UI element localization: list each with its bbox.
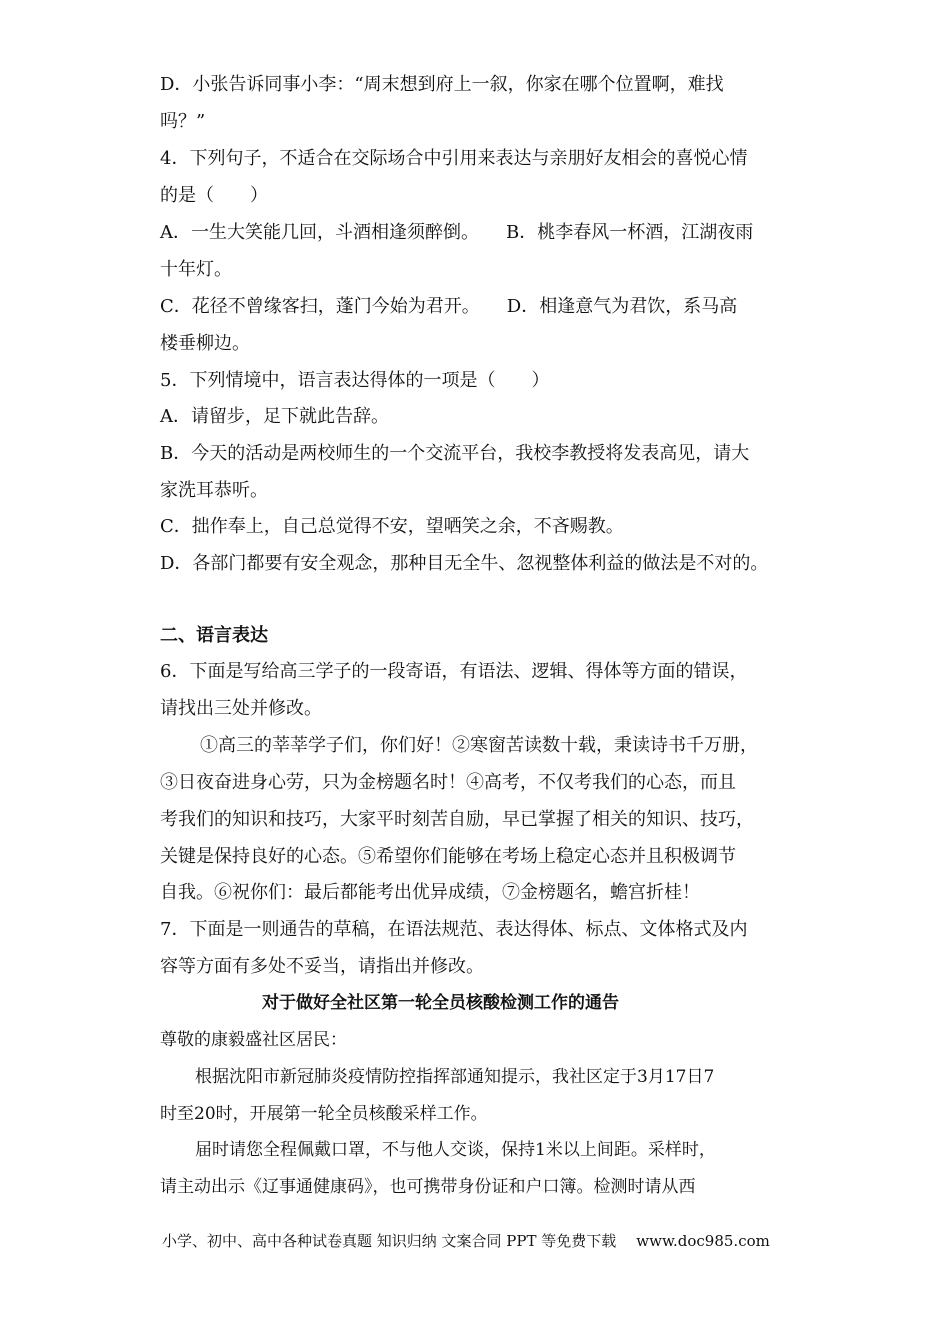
passage-line-3: 考我们的知识和技巧，大家平时刻苦自励，早已掌握了相关的知识、技巧，: [160, 809, 754, 830]
question-5: 5．下列情境中，语言表达得体的一项是（ ）: [160, 370, 550, 391]
options-4cd-line-2: 楼垂柳边。: [160, 333, 250, 354]
question-4-line-2: 的是（ ）: [160, 185, 268, 206]
options-4ab-line-1: A．一生大笑能几回，斗酒相逢须醉倒。 B．桃李春风一杯酒，江湖夜雨: [160, 222, 754, 243]
notice-body-line-3: 届时请您全程佩戴口罩，不与他人交谈，保持1米以上间距。采样时，: [195, 1140, 716, 1160]
question-4-line-1: 4．下列句子，不适合在交际场合中引用来表达与亲朋好友相会的喜悦心情: [160, 148, 748, 169]
option-5c: C．拙作奉上，自己总觉得不安，望哂笑之余，不吝赐教。: [160, 516, 624, 537]
notice-salutation: 尊敬的康毅盛社区居民：: [160, 1030, 347, 1050]
question-7-line-2: 容等方面有多处不妥当，请指出并修改。: [160, 956, 484, 977]
question-6-line-1: 6．下面是写给高三学子的一段寄语，有语法、逻辑、得体等方面的错误，: [160, 661, 748, 682]
footer-text: 小学、初中、高中各种试卷真题 知识归纳 文案合同 PPT 等免费下载: [162, 1232, 617, 1250]
option-5b-line-1: B．今天的活动是两校师生的一个交流平台，我校李教授将发表高见，请大: [160, 443, 750, 464]
option-5d: D．各部门都要有安全观念，那种目无全牛、忽视整体利益的做法是不对的。: [160, 553, 769, 574]
notice-body-line-1: 根据沈阳市新冠肺炎疫情防控指挥部通知提示，我社区定于3月17日7: [195, 1067, 715, 1087]
passage-line-2: ③日夜奋进身心劳，只为金榜题名时！④高考，不仅考我们的心态，而且: [160, 772, 736, 793]
passage-line-5: 自我。⑥祝你们：最后都能考出优异成绩，⑦金榜题名，蟾宫折桂！: [160, 882, 700, 903]
option-3d-line-1: D．小张告诉同事小李：“周末想到府上一叙，你家在哪个位置啊，难找: [160, 74, 724, 95]
section-heading: 二、语言表达: [160, 625, 268, 646]
options-4ab-line-2: 十年灯。: [160, 259, 232, 280]
option-5a: A．请留步，足下就此告辞。: [160, 406, 389, 427]
footer-website-link[interactable]: www.doc985.com: [636, 1232, 770, 1250]
option-5b-line-2: 家洗耳恭听。: [160, 480, 268, 501]
passage-line-4: 关键是保持良好的心态。⑤希望你们能够在考场上稳定心态并且积极调节: [160, 846, 736, 867]
question-7-line-1: 7．下面是一则通告的草稿，在语法规范、表达得体、标点、文体格式及内: [160, 919, 748, 940]
notice-body-line-2: 时至20时，开展第一轮全员核酸采样工作。: [160, 1104, 488, 1124]
page-footer: [162, 1230, 770, 1251]
question-6-line-2: 请找出三处并修改。: [160, 698, 322, 719]
notice-title: 对于做好全社区第一轮全员核酸检测工作的通告: [262, 993, 619, 1013]
notice-body-line-4: 请主动出示《辽事通健康码》，也可携带身份证和户口簿。检测时请从西: [160, 1177, 696, 1197]
option-3d-line-2: 吗？”: [160, 111, 206, 132]
options-4cd-line-1: C．花径不曾缘客扫，蓬门今始为君开。 D．相逢意气为君饮，系马高: [160, 296, 738, 317]
passage-line-1: ①高三的莘莘学子们，你们好！②寒窗苦读数十载，秉读诗书千万册，: [200, 735, 758, 756]
